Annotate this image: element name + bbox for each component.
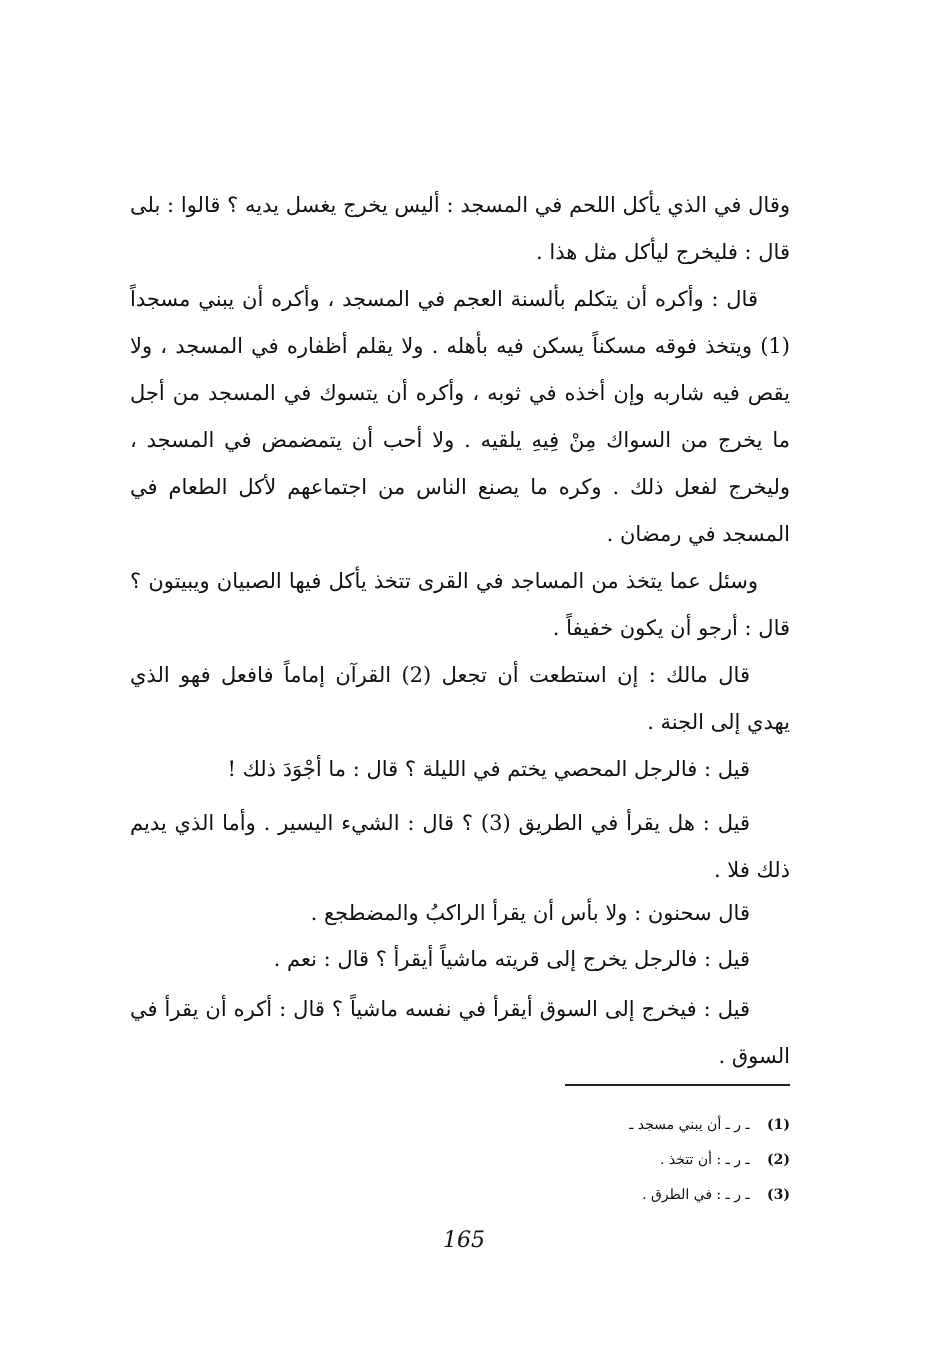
footnote-text: ـ ر ـ أن يبني مسجد ـ <box>629 1117 750 1133</box>
footnote-text: ـ ر ـ : في الطرق . <box>642 1187 750 1203</box>
footnote-number: (1) <box>767 1117 790 1133</box>
footnote-1 <box>390 1115 790 1135</box>
footnote-text: ـ ر ـ : أن تتخذ . <box>660 1152 750 1168</box>
footnote-2 <box>390 1150 790 1170</box>
page-number: 165 <box>443 1228 485 1253</box>
paragraph-2: قال : وأكره أن يتكلم بألسنة العجم في المسجد ، وأكره أن يبني مسجداً (1) ويتخذ فوقه مسكناً يسكن فيه بأهله . ولا يقلم أظفاره في المسجد ، ولا يقص فيه شاربه وإن أخذه في ثوبه ، وأكره أن يتسوك في المسجد من أجل ما يخرج من السواك مِنْ فِيهِ يلقيه . ولا أحب أن يتمضمض في المسجد ، وليخرج لفعل ذلك . وكره ما يصنع الناس من اجتماعهم لأكل الطعام في المسجد في رمضان . <box>130 287 790 546</box>
footnote-number: (3) <box>767 1187 790 1203</box>
paragraph-9: قيل : فيخرج إلى السوق أيقرأ في نفسه ماشياً ؟ قال : أكره أن يقرأ في السوق . <box>130 997 790 1068</box>
footnote-3 <box>390 1185 790 1205</box>
paragraph-8: قيل : فالرجل يخرج إلى قريته ماشياً أيقرأ ؟ قال : نعم . <box>273 947 750 971</box>
footnote-number: (2) <box>767 1152 790 1168</box>
paragraph-4: قال مالك : إن استطعت أن تجعل (2) القرآن إماماً فافعل فهو الذي يهدي إلى الجنة . <box>130 663 790 734</box>
footnote-separator <box>565 1084 790 1086</box>
paragraph-3: وسئل عما يتخذ من المساجد في القرى تتخذ يأكل فيها الصبيان ويبيتون ؟ قال : أرجو أن يكون خفيفاً . <box>130 569 790 640</box>
paragraph-6: قيل : هل يقرأ في الطريق (3) ؟ قال : الشيء اليسير . وأما الذي يديم ذلك فلا . <box>130 811 790 882</box>
paragraph-7: قال سحنون : ولا بأس أن يقرأ الراكبُ والمضطجع . <box>310 901 750 925</box>
paragraph-1: وقال في الذي يأكل اللحم في المسجد : أليس يخرج يغسل يديه ؟ قالوا : بلى قال : فليخرج ليأكل مثل هذا . <box>130 193 790 264</box>
paragraph-5: قيل : فالرجل المحصي يختم في الليلة ؟ قال : ما أجْوَدَ ذلك ! <box>227 757 750 781</box>
